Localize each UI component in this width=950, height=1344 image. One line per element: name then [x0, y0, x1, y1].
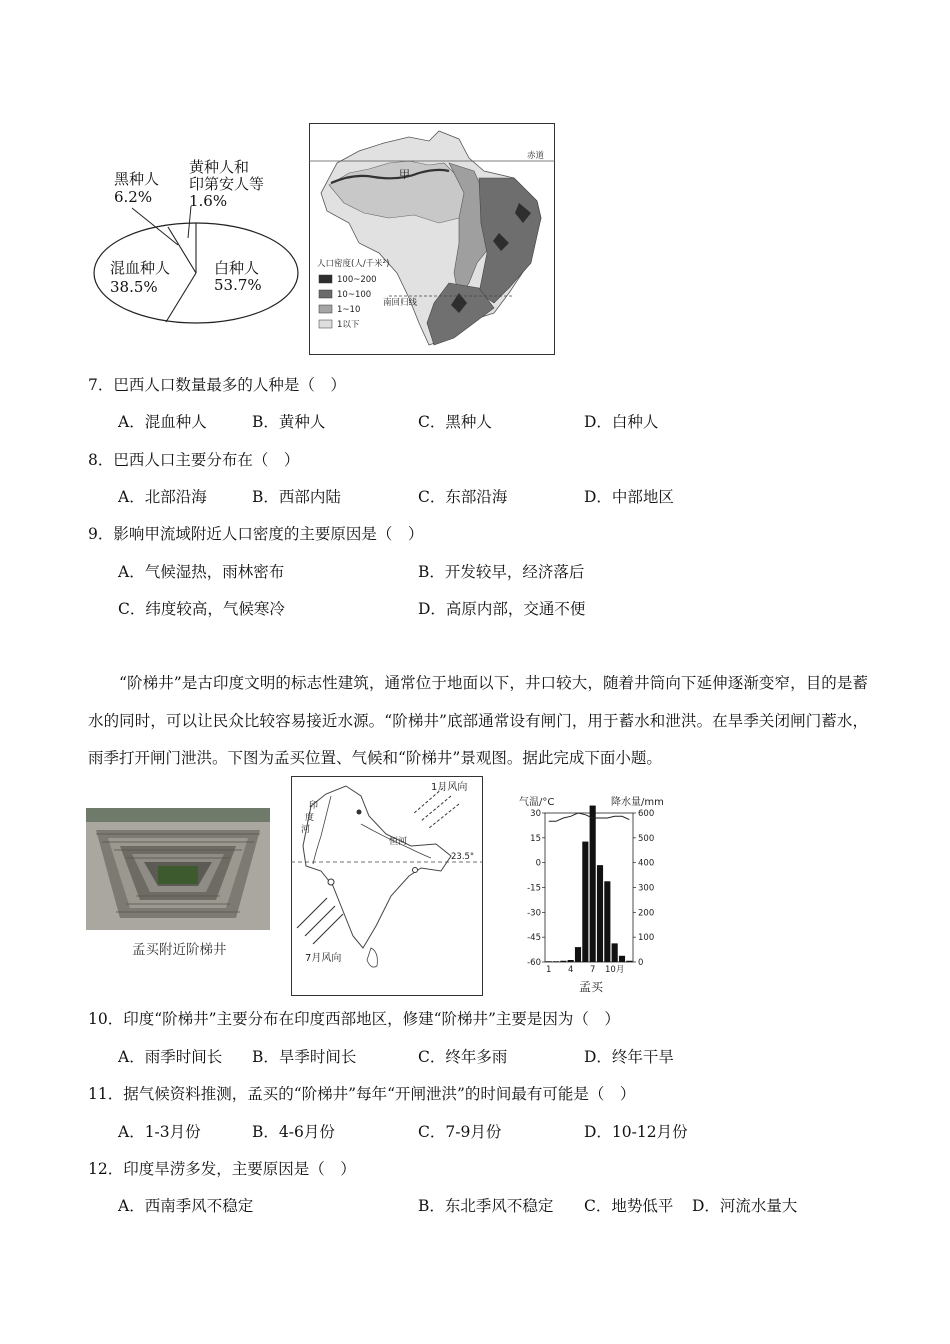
precip-bar — [590, 806, 596, 962]
legend-label-2: 10~100 — [337, 290, 372, 300]
precip-bar — [553, 961, 559, 962]
y-left-tick-label: 30 — [530, 809, 541, 819]
question-8-option-c[interactable]: C．东部沿海 — [418, 488, 508, 506]
y-right-tick-label: 400 — [638, 858, 655, 869]
question-12-option-c[interactable]: C．地势低平 — [584, 1197, 674, 1215]
question-8-option-a[interactable]: A．北部沿海 — [118, 488, 207, 506]
legend-label-4: 1以下 — [337, 320, 360, 330]
indus-label-3: 河 — [301, 825, 311, 835]
pie-value-white: 53.7% — [214, 276, 262, 294]
region-jia-label: 甲 — [399, 168, 410, 181]
brazil-density-map — [309, 123, 555, 355]
question-7-option-b[interactable]: B．黄种人 — [252, 413, 326, 431]
precip-bar — [626, 961, 632, 962]
question-10-option-c[interactable]: C．终年多雨 — [418, 1048, 508, 1066]
legend-label-3: 1~10 — [337, 305, 361, 315]
temperature-line — [549, 813, 630, 821]
pie-label-white: 白种人 — [214, 259, 260, 277]
y-right-tick-label: 500 — [638, 833, 655, 844]
y-right-tick-label: 200 — [638, 908, 655, 919]
y-left-tick-label: -60 — [527, 958, 541, 968]
y-right-tick-label: 300 — [638, 883, 655, 894]
question-7-option-a[interactable]: A．混血种人 — [118, 413, 207, 431]
chart-title: 孟买 — [579, 980, 604, 994]
question-11-option-c[interactable]: C．7-9月份 — [418, 1123, 502, 1141]
india-location-map — [291, 776, 483, 996]
y-left-tick-label: -45 — [527, 933, 541, 944]
pie-leader-black — [132, 208, 178, 245]
y-left-tick-label: 0 — [535, 858, 541, 869]
mumbai-marker — [328, 879, 334, 885]
question-11-stem: 11．据气候资料推测，孟买的“阶梯井”每年“开闸泄洪”的时间最有可能是（ ） — [88, 1085, 636, 1103]
precip-bar — [568, 960, 574, 962]
city-marker — [413, 868, 418, 873]
y-right-tick-label: 100 — [638, 933, 655, 944]
question-10-stem: 10．印度“阶梯井”主要分布在印度西部地区，修建“阶梯井”主要是因为（ ） — [88, 1010, 620, 1028]
question-11-option-a[interactable]: A．1-3月份 — [118, 1123, 201, 1141]
pie-leader-yellow — [188, 206, 191, 238]
question-12-stem: 12．印度旱涝多发，主要原因是（ ） — [88, 1160, 356, 1178]
question-9-option-b[interactable]: B．开发较早，经济落后 — [418, 563, 585, 581]
pie-value-black: 6.2% — [114, 188, 153, 206]
y-right-tick-label: 0 — [638, 958, 644, 968]
legend-swatch-4 — [319, 320, 332, 328]
precip-bar — [575, 947, 581, 962]
indus-label-1: 印 — [309, 801, 319, 811]
question-7-stem: 7．巴西人口数量最多的人种是（ ） — [88, 376, 346, 394]
y-left-tick-label: 15 — [530, 833, 541, 844]
precip-bar — [619, 956, 625, 962]
race-pie-figure — [88, 150, 308, 330]
ylabel-left: 气温/°C — [519, 797, 555, 808]
pie-label-mixed: 混血种人 — [110, 259, 171, 277]
stepwell-photo-caption: 孟买附近阶梯井 — [132, 942, 227, 958]
question-9-option-c[interactable]: C．纬度较高，气候寒冷 — [118, 600, 285, 618]
question-8-stem: 8．巴西人口主要分布在（ ） — [88, 451, 300, 469]
lat-label: 23.5° — [451, 852, 475, 862]
question-12-option-a[interactable]: A．西南季风不稳定 — [118, 1197, 254, 1215]
plot-frame — [545, 813, 633, 962]
y-left-tick-label: -15 — [527, 883, 541, 894]
question-8-option-d[interactable]: D．中部地区 — [584, 488, 674, 506]
pie-divider-mixed — [166, 273, 196, 322]
precip-bar — [612, 943, 618, 962]
pie-label-yellow-1: 黄种人和 — [189, 158, 250, 176]
y-right-tick-label: 600 — [638, 809, 655, 819]
delhi-marker — [357, 810, 362, 815]
mumbai-climate-chart — [515, 795, 667, 997]
ylabel-right: 降水量/mm — [611, 797, 664, 808]
question-11-option-d[interactable]: D．10-12月份 — [584, 1123, 688, 1141]
precip-bar — [546, 961, 552, 962]
question-12-option-b[interactable]: B．东北季风不稳定 — [418, 1197, 554, 1215]
question-12-option-d[interactable]: D．河流水量大 — [692, 1197, 798, 1215]
question-10-option-d[interactable]: D．终年干旱 — [584, 1048, 674, 1066]
y-left-tick-label: -30 — [527, 908, 541, 919]
indus-label-2: 度 — [305, 813, 315, 823]
precip-bar — [604, 881, 610, 962]
question-7-option-d[interactable]: D．白种人 — [584, 413, 659, 431]
question-9-option-a[interactable]: A．气候湿热，雨林密布 — [118, 563, 285, 581]
pie-value-mixed: 38.5% — [110, 278, 158, 296]
x-tick-label: 10月 — [605, 965, 625, 975]
question-9-option-d[interactable]: D．高原内部，交通不便 — [418, 600, 586, 618]
pie-label-black: 黑种人 — [114, 170, 160, 188]
question-10-option-b[interactable]: B．旱季时间长 — [252, 1048, 357, 1066]
legend-label-1: 100~200 — [337, 275, 377, 285]
legend-swatch-3 — [319, 305, 332, 313]
legend-title: 人口密度(人/千米²) — [317, 259, 390, 269]
question-7-option-c[interactable]: C．黑种人 — [418, 413, 492, 431]
stepwell-passage: “阶梯井”是古印度文明的标志性建筑，通常位于地面以下，井口较大，随着井筒向下延伸逐渐变窄，目的是蓄水的同时，可以让民众比较容易接近水源。“阶梯井”底部通常设有闸门，用于蓄水和泄洪。在旱季关闭闸门蓄水，雨季打开闸门泄洪。下图为孟买位置、气候和“阶梯井”景观图。据此完成下面小题。 — [88, 674, 868, 767]
legend-swatch-1 — [319, 275, 332, 283]
precip-bar — [560, 961, 566, 962]
stepwell-photo — [86, 808, 270, 930]
pie-label-yellow-2: 印第安人等 — [189, 175, 265, 193]
question-8-option-b[interactable]: B．西部内陆 — [252, 488, 341, 506]
question-10-option-a[interactable]: A．雨季时间长 — [118, 1048, 223, 1066]
pie-value-yellow: 1.6% — [189, 192, 228, 210]
equator-label: 赤道 — [527, 151, 545, 161]
legend-swatch-2 — [319, 290, 332, 298]
pie-divider-black — [168, 227, 196, 273]
tropic-label: 南回归线 — [383, 298, 418, 308]
jul-wind-label: 7月风向 — [305, 953, 342, 964]
precip-bar — [582, 842, 588, 962]
x-tick-label: 1 — [545, 965, 552, 975]
question-9-stem: 9．影响甲流域附近人口密度的主要原因是（ ） — [88, 525, 424, 543]
x-tick-label: 7 — [589, 965, 596, 975]
precip-bar — [597, 865, 603, 962]
x-tick-label: 4 — [567, 965, 574, 975]
ganges-label: 恒河 — [389, 837, 408, 847]
question-11-option-b[interactable]: B．4-6月份 — [252, 1123, 335, 1141]
jan-wind-label: 1月风向 — [431, 782, 468, 793]
